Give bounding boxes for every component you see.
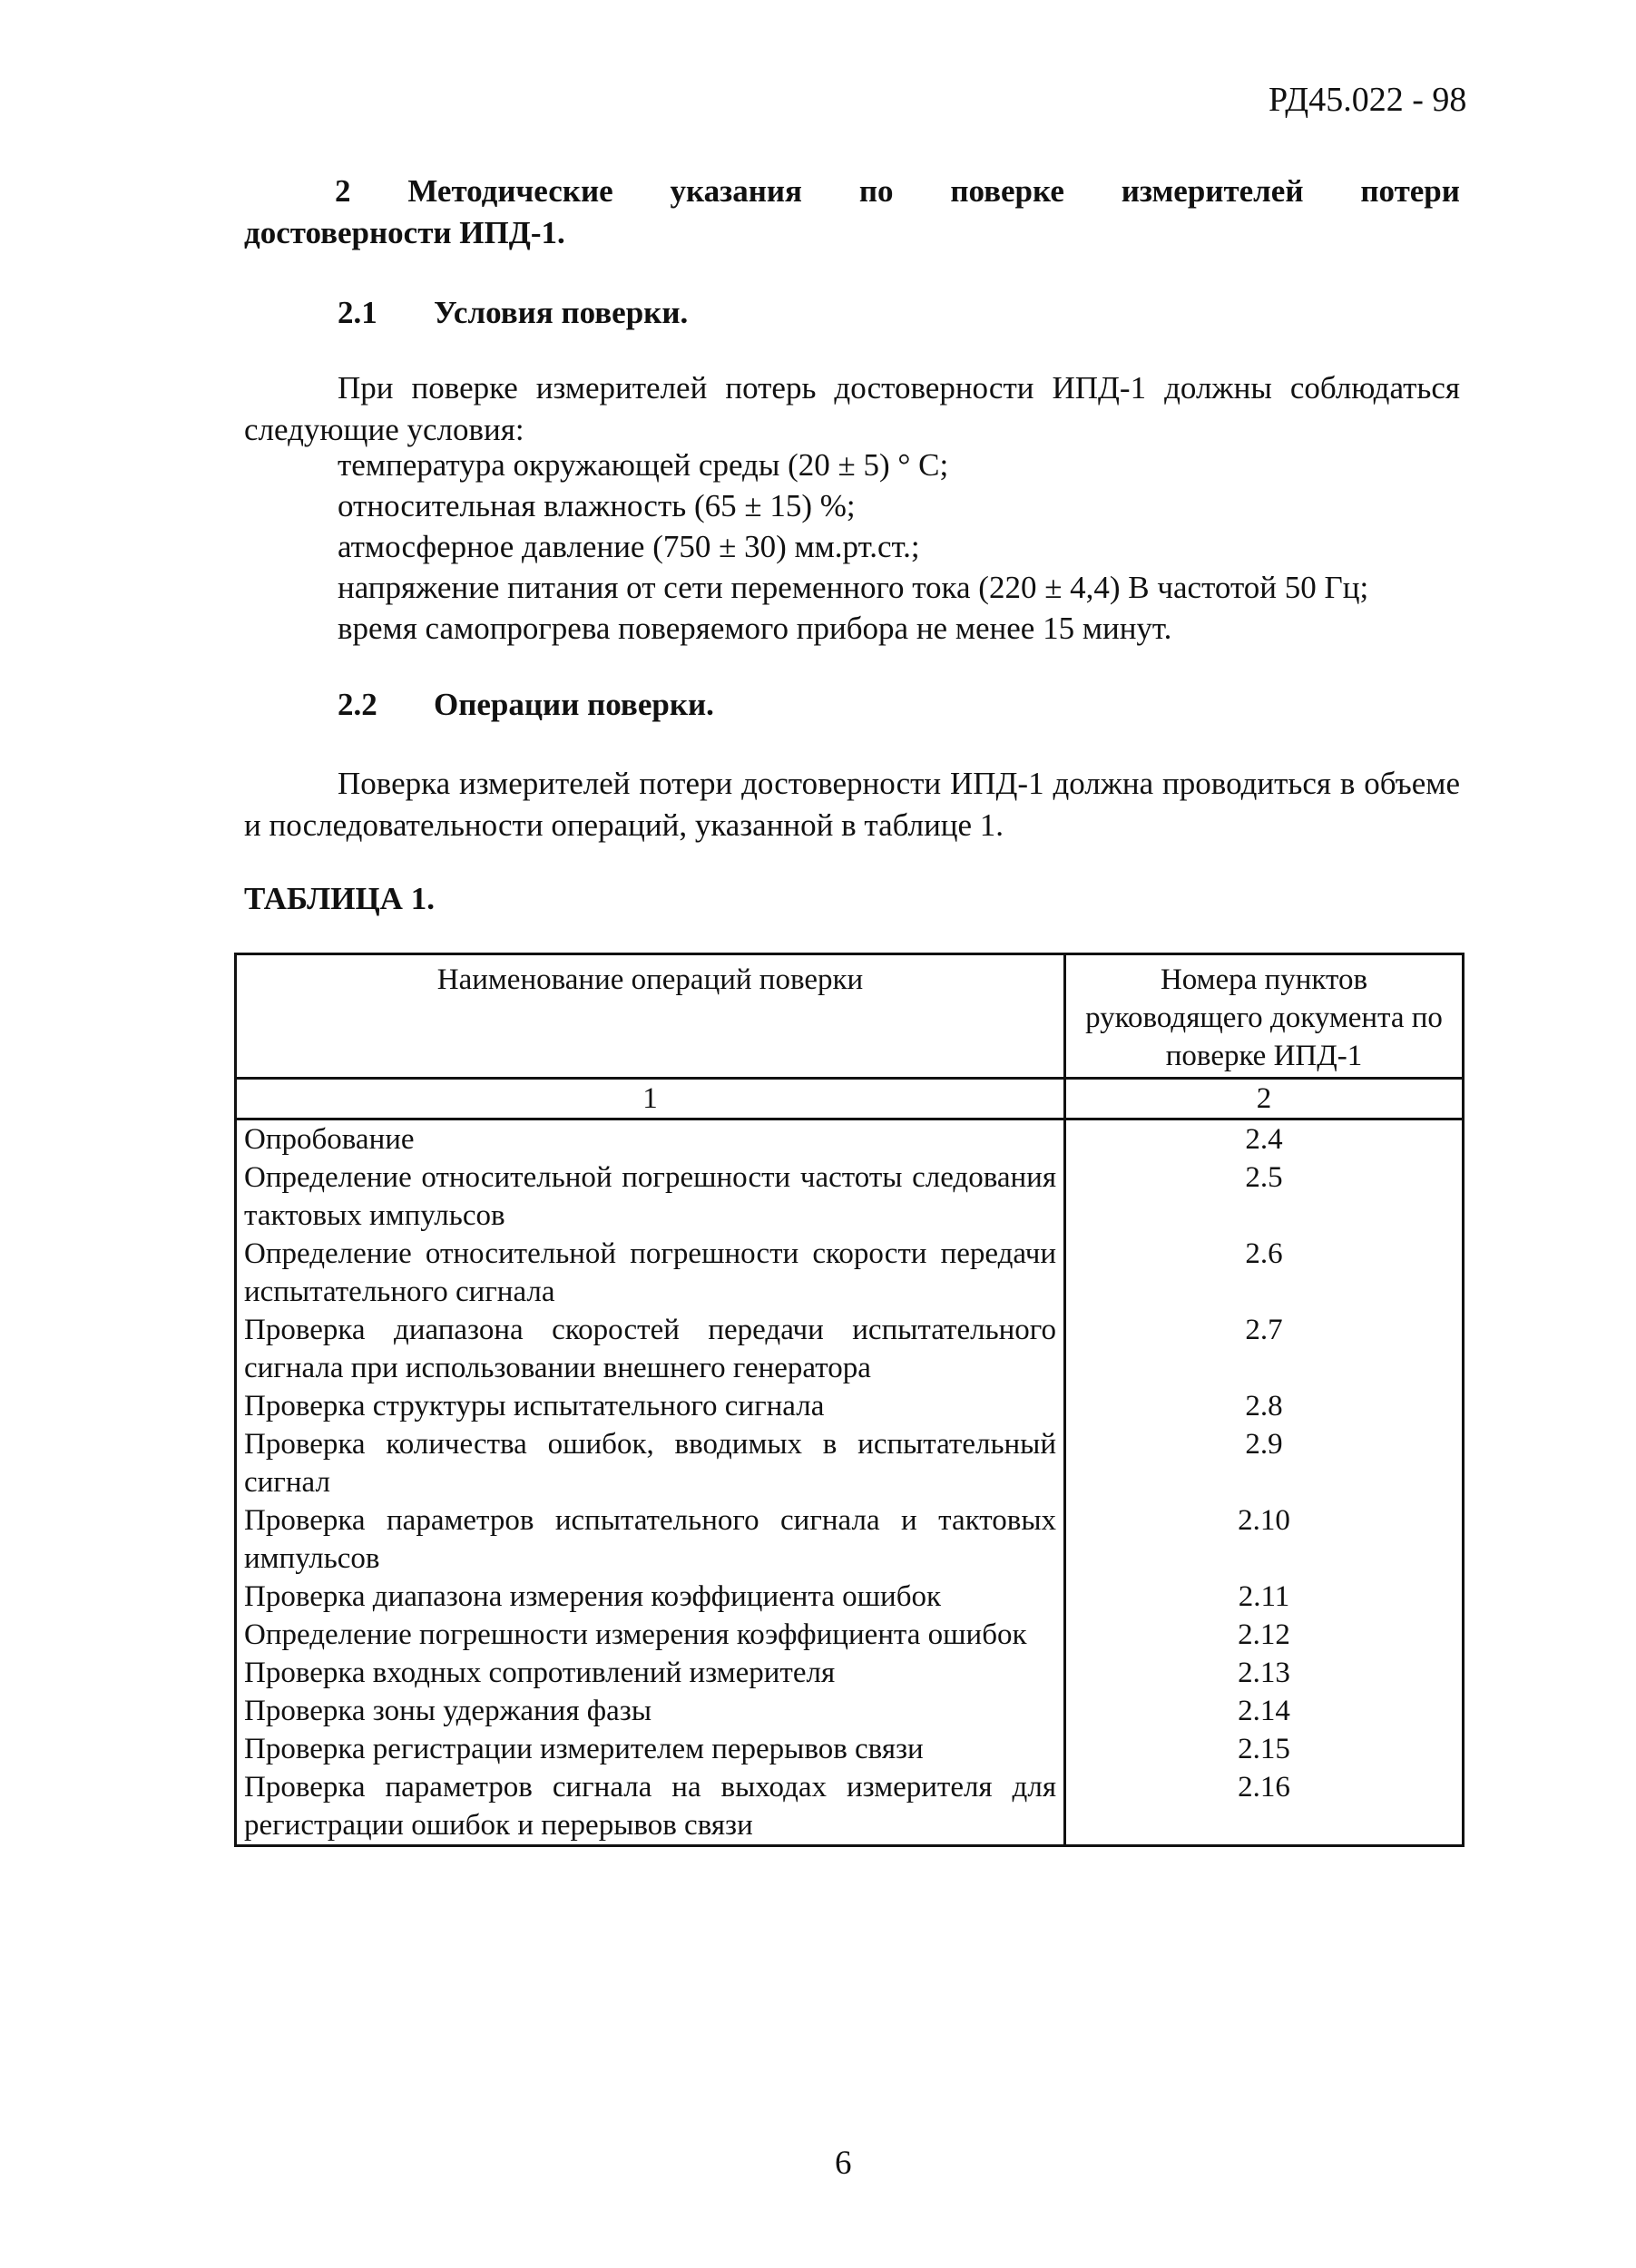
operation-ref: 2.11 — [1065, 1578, 1464, 1616]
table-row — [236, 1654, 1464, 1692]
operation-name: Определение погрешности измерения коэффициента ошибок — [236, 1616, 1065, 1654]
condition-item: температура окружающей среды (20 ± 5) ° С; — [338, 447, 949, 483]
operations-paragraph: Поверка измерителей потери достоверности ИПД-1 должна проводиться в объеме и последовательности операций, указанной в таблице 1. — [244, 766, 1460, 843]
table-row — [236, 1730, 1464, 1768]
document-code: РД45.022 - 98 — [1269, 81, 1467, 119]
operation-name: Проверка параметров сигнала на выходах измерителя для регистрации ошибок и перерывов связи — [236, 1768, 1065, 1846]
table-caption: ТАБЛИЦА 1. — [244, 881, 435, 916]
operation-name: Проверка структуры испытательного сигнала — [236, 1387, 1065, 1425]
operation-name: Опробование — [236, 1119, 1065, 1159]
section-2-1-title: Условия поверки. — [434, 295, 689, 330]
operation-ref: 2.6 — [1065, 1235, 1464, 1311]
table-row — [236, 1616, 1464, 1654]
section-2-1-number: 2.1 — [338, 295, 377, 330]
operation-name: Проверка количества ошибок, вводимых в испытательный сигнал — [236, 1425, 1065, 1501]
section-2-heading — [244, 171, 1460, 254]
column-number-2: 2 — [1065, 1079, 1464, 1119]
operation-ref: 2.12 — [1065, 1616, 1464, 1654]
table-row — [236, 1692, 1464, 1730]
operation-ref: 2.15 — [1065, 1730, 1464, 1768]
operation-name: Проверка диапазона измерения коэффициента ошибок — [236, 1578, 1065, 1616]
conditions-list — [338, 445, 1368, 649]
operation-ref: 2.5 — [1065, 1158, 1464, 1235]
condition-item: относительная влажность (65 ± 15) %; — [338, 488, 856, 523]
section-2-title-word: Методические — [407, 173, 613, 209]
condition-item: напряжение питания от сети переменного тока (220 ± 4,4) В частотой 50 Гц; — [338, 570, 1369, 605]
table-header-row — [236, 954, 1464, 1079]
operation-name: Проверка зоны удержания фазы — [236, 1692, 1065, 1730]
section-2-1-heading — [338, 292, 688, 334]
table-row — [236, 1425, 1464, 1501]
operation-ref: 2.16 — [1065, 1768, 1464, 1846]
section-2-heading-line1 — [244, 171, 1460, 212]
operation-ref: 2.14 — [1065, 1692, 1464, 1730]
operations-table — [234, 953, 1465, 1847]
operation-name: Проверка регистрации измерителем перерывов связи — [236, 1730, 1065, 1768]
table-row — [236, 1501, 1464, 1578]
section-2-title-word: поверке — [950, 173, 1064, 209]
table-column-numbers-row — [236, 1079, 1464, 1119]
section-2-number: 2 — [335, 173, 351, 209]
condition-item: атмосферное давление (750 ± 30) мм.рт.ст.; — [338, 529, 920, 564]
operation-ref: 2.7 — [1065, 1311, 1464, 1387]
section-2-2-number: 2.2 — [338, 687, 377, 722]
conditions-intro: При поверке измерителей потерь достоверности ИПД-1 должны соблюдаться следующие условия: — [244, 370, 1460, 447]
table-row — [236, 1235, 1464, 1311]
section-2-2-heading — [338, 684, 714, 726]
section-2-title-word: потери — [1360, 173, 1460, 209]
table-row — [236, 1768, 1464, 1846]
table-row — [236, 1158, 1464, 1235]
condition-item: время самопрогрева поверяемого прибора не менее 15 минут. — [338, 611, 1172, 646]
section-2-title-word: указания — [670, 173, 802, 209]
operation-ref: 2.10 — [1065, 1501, 1464, 1578]
page-number: 6 — [835, 2145, 852, 2182]
operation-ref: 2.9 — [1065, 1425, 1464, 1501]
operation-ref: 2.4 — [1065, 1119, 1464, 1159]
section-2-title-word: измерителей — [1121, 173, 1304, 209]
section-2-title-word: по — [858, 173, 894, 209]
operation-name: Определение относительной погрешности частоты следования тактовых импульсов — [236, 1158, 1065, 1235]
table-header-references: Номера пунктов руководящего документа по поверке ИПД-1 — [1065, 954, 1464, 1079]
operation-name: Проверка параметров испытательного сигнала и тактовых импульсов — [236, 1501, 1065, 1578]
table-row — [236, 1311, 1464, 1387]
table-row — [236, 1387, 1464, 1425]
operation-name: Определение относительной погрешности скорости передачи испытательного сигнала — [236, 1235, 1065, 1311]
section-2-heading-line2: достоверности ИПД-1. — [244, 215, 565, 250]
table-row — [236, 1119, 1464, 1159]
operation-name: Проверка диапазона скоростей передачи испытательного сигнала при использовании внешнего генератора — [236, 1311, 1065, 1387]
operation-ref: 2.13 — [1065, 1654, 1464, 1692]
operation-ref: 2.8 — [1065, 1387, 1464, 1425]
column-number-1: 1 — [236, 1079, 1065, 1119]
table-row — [236, 1578, 1464, 1616]
operation-name: Проверка входных сопротивлений измерителя — [236, 1654, 1065, 1692]
section-2-2-title: Операции поверки. — [434, 687, 714, 722]
table-header-operations: Наименование операций поверки — [236, 954, 1065, 1079]
